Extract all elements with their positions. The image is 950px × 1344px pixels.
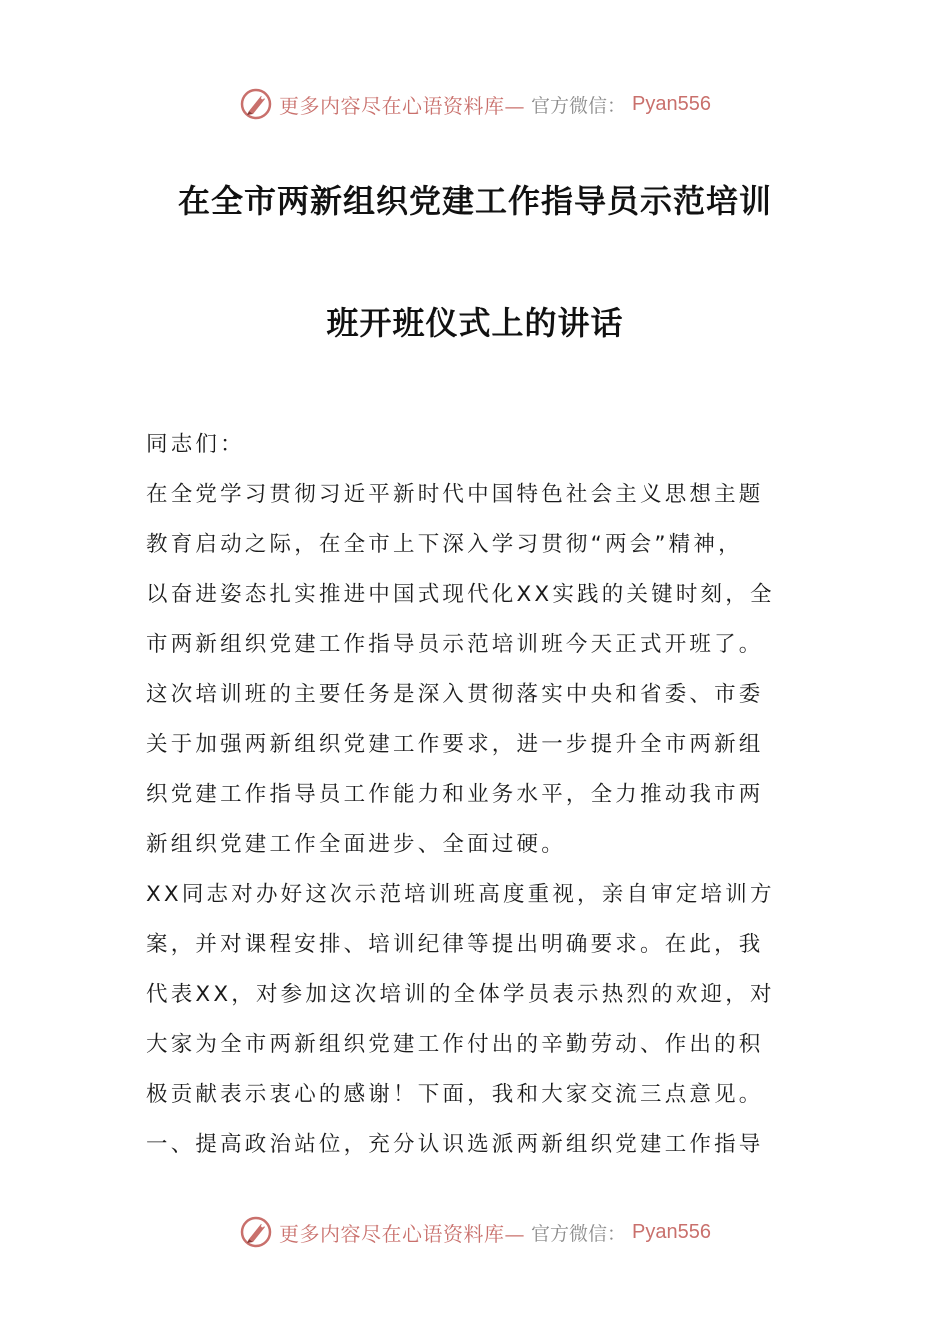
body-line: 同志们： [146,432,245,457]
document-body [146,420,806,1170]
pen-nib-logo-icon [239,87,273,121]
body-line: 一、提高政治站位，充分认识选派两新组织党建工作指导 [146,1132,764,1157]
body-line: 代表XX，对参加这次培训的全体学员表示热烈的欢迎，对 [146,982,775,1007]
body-line: 市两新组织党建工作指导员示范培训班今天正式开班了。 [146,632,764,657]
body-line: 关于加强两新组织党建工作要求，进一步提升全市两新组 [146,732,764,757]
watermark-brand-text: 更多内容尽在心语资料库— [279,1221,525,1246]
body-line: XX同志对办好这次示范培训班高度重视，亲自审定培训方 [146,882,775,907]
body-line: 极贡献表示衷心的感谢！下面，我和大家交流三点意见。 [146,1082,764,1107]
watermark-header [0,84,950,124]
body-line: 教育启动之际，在全市上下深入学习贯彻“两会”精神， [146,532,743,557]
body-line: 在全党学习贯彻习近平新时代中国特色社会主义思想主题 [146,482,764,507]
document-title-line-2: 班开班仪式上的讲话 [326,304,624,342]
watermark-footer [0,1212,950,1252]
body-line: 新组织党建工作全面进步、全面过硬。 [146,832,566,857]
document-title-line-1: 在全市两新组织党建工作指导员示范培训 [177,182,772,220]
body-line: 大家为全市两新组织党建工作付出的辛勤劳动、作出的积 [146,1032,764,1057]
watermark-wechat-label: 官方微信： [531,1222,627,1245]
watermark-brand-text: 更多内容尽在心语资料库— [279,93,525,118]
body-line: 这次培训班的主要任务是深入贯彻落实中央和省委、市委 [146,682,764,707]
body-line: 案，并对课程安排、培训纪律等提出明确要求。在此，我 [146,932,764,957]
watermark-wechat-id: Pyan556 [632,92,711,115]
watermark-wechat-id: Pyan556 [632,1220,711,1243]
body-line: 以奋进姿态扎实推进中国式现代化XX实践的关键时刻，全 [146,582,775,607]
body-line: 织党建工作指导员工作能力和业务水平，全力推动我市两 [146,782,764,807]
watermark-wechat-label: 官方微信： [531,94,627,117]
pen-nib-logo-icon [239,1215,273,1249]
